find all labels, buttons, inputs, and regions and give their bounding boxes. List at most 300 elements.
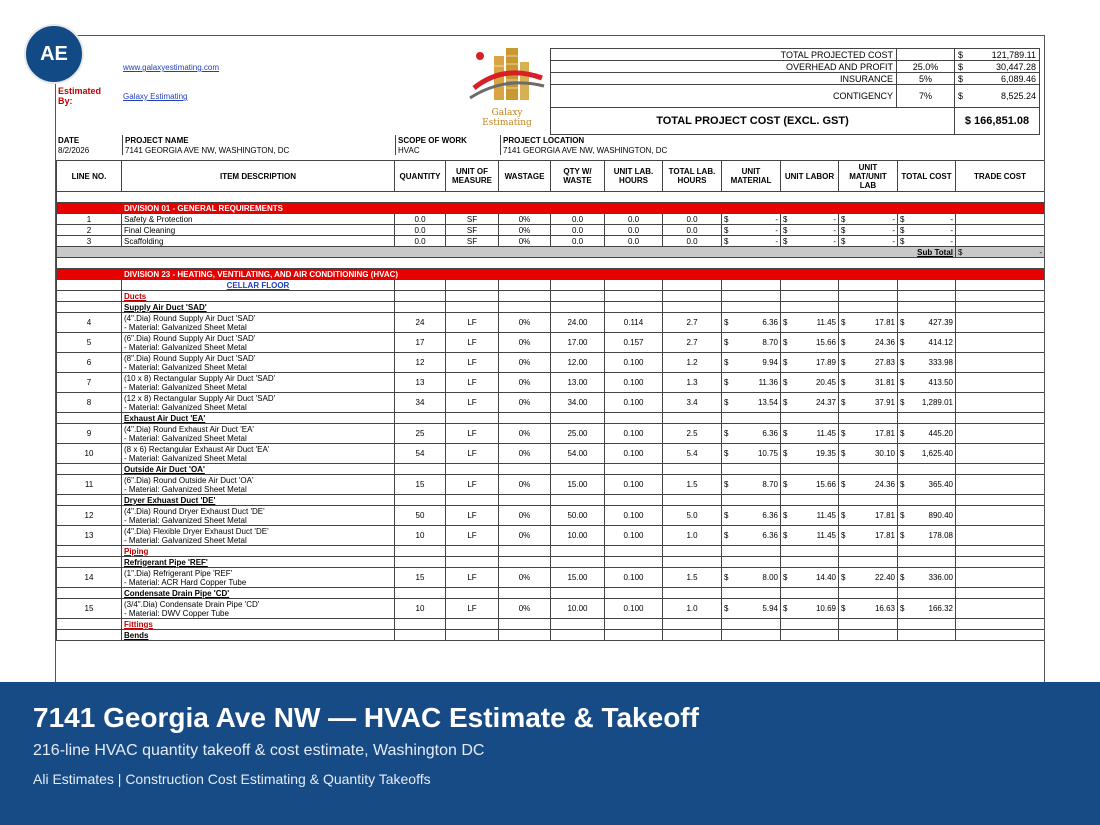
table-row [57,424,1045,444]
unit-labor: $ 15.66 [781,475,839,495]
line-no: 12 [57,506,122,526]
totals-cur: $ [958,61,964,72]
total-cost: $ 166.32 [898,599,956,619]
estimate-sheet [55,35,1045,687]
unit-of-measure: LF [446,506,499,526]
col-header: TOTAL COST [898,161,956,192]
unit-material: $ 6.36 [722,526,781,546]
money-value: 166.32 [928,604,953,613]
unit-of-measure: LF [446,568,499,588]
subcategory-row [57,588,1045,599]
money-value: 13.54 [757,398,778,407]
grand-total-label: TOTAL PROJECT COST (EXCL. GST) [551,108,955,135]
unit-material: $ - [722,214,781,225]
total-lab-hours: 1.2 [663,353,722,373]
unit-material: $ 6.36 [722,424,781,444]
money-value: 14.40 [815,573,836,582]
wastage: 0% [499,599,551,619]
unit-material: $ 8.00 [722,568,781,588]
unit-material: $ 11.36 [722,373,781,393]
estimate-table [56,160,1045,641]
col-header: ITEM DESCRIPTION [122,161,395,192]
unit-lab-hours: 0.114 [605,313,663,333]
totals-label: OVERHEAD AND PROFIT [551,61,897,73]
money-value: 22.40 [874,573,895,582]
col-header: TRADE COST [956,161,1045,192]
money-value: - [775,236,778,246]
line-no: 7 [57,373,122,393]
item-material-line: - Material: Galvanized Sheet Metal [124,453,247,463]
line-no: 6 [57,353,122,373]
total-lab-hours: 1.5 [663,568,722,588]
wastage: 0% [499,353,551,373]
unit-material: $ 6.36 [722,506,781,526]
money-value: 15.66 [815,338,836,347]
unit-lab-hours: 0.100 [605,506,663,526]
unit-lab-hours: 0.157 [605,333,663,353]
quantity: 54 [395,444,446,464]
money-value: 17.81 [874,531,895,540]
col-header: UNIT LAB. HOURS [605,161,663,192]
unit-lab-hours: 0.100 [605,568,663,588]
table-row [57,506,1045,526]
category-row [57,546,1045,557]
money-value: - [892,225,895,235]
unit-mat-lab: $ 17.81 [839,313,898,333]
unit-lab-hours: 0.100 [605,475,663,495]
avatar: AE [24,24,84,84]
money-value: - [775,214,778,224]
unit-lab-hours: 0.0 [605,236,663,247]
money-value: 24.36 [874,338,895,347]
money-value: - [950,236,953,246]
quantity: 15 [395,568,446,588]
money-value: 178.08 [928,531,953,540]
unit-of-measure: LF [446,373,499,393]
total-lab-hours: 3.4 [663,393,722,413]
section-label: Refrigerant Pipe 'REF' [122,557,395,568]
unit-of-measure: LF [446,353,499,373]
money-value: 20.45 [815,378,836,387]
item-material-line: - Material: Galvanized Sheet Metal [124,382,247,392]
money-value: 16.63 [874,604,895,613]
item-material-line: - Material: Galvanized Sheet Metal [124,535,247,545]
wastage: 0% [499,506,551,526]
totals-row [551,85,1040,108]
section-label: Dryer Exhuast Duct 'DE' [122,495,395,506]
unit-of-measure: LF [446,313,499,333]
line-no: 2 [57,225,122,236]
division-title: DIVISION 01 - GENERAL REQUIREMENTS [122,203,1045,214]
item-description [122,353,395,373]
item-material-line: - Material: ACR Hard Copper Tube [124,577,247,587]
totals-amount: 121,789.11 [991,49,1036,60]
total-cost: $ 365.40 [898,475,956,495]
item-desc-line: (3/4".Dia) Condensate Drain Pipe 'CD' [124,599,260,609]
money-value: 6.36 [762,511,778,520]
qty-with-waste: 17.00 [551,333,605,353]
money-value: 8.00 [762,573,778,582]
col-header: UNIT MATERIAL [722,161,781,192]
wastage: 0% [499,333,551,353]
money-value: 11.45 [816,429,836,438]
unit-material: $ - [722,225,781,236]
floor-row [57,280,1045,291]
table-row [57,214,1045,225]
quantity: 25 [395,424,446,444]
location-value: 7141 GEORGIA AVE NW, WASHINGTON, DC [501,145,1045,155]
line-no: 13 [57,526,122,546]
unit-lab-hours: 0.100 [605,373,663,393]
totals-label: CONTIGENCY [551,85,897,108]
section-label: Condensate Drain Pipe 'CD' [122,588,395,599]
total-cost: $ 333.98 [898,353,956,373]
wastage: 0% [499,313,551,333]
money-value: 1,289.01 [921,398,953,407]
qty-with-waste: 10.00 [551,599,605,619]
unit-lab-hours: 0.100 [605,599,663,619]
division-01-header [57,203,1045,214]
unit-labor: $ - [781,214,839,225]
qty-with-waste: 12.00 [551,353,605,373]
unit-mat-lab: $ 30.10 [839,444,898,464]
unit-lab-hours: 0.100 [605,444,663,464]
banner-title: 7141 Georgia Ave NW — HVAC Estimate & Takeoff [33,702,699,733]
total-lab-hours: 2.7 [663,333,722,353]
money-value: 6.36 [762,531,778,540]
line-no: 15 [57,599,122,619]
item-material-line: - Material: Galvanized Sheet Metal [124,362,247,372]
unit-lab-hours: 0.100 [605,424,663,444]
table-row [57,475,1045,495]
quantity: 0.0 [395,214,446,225]
unit-labor: $ 20.45 [781,373,839,393]
unit-material: $ 10.75 [722,444,781,464]
unit-material: $ 8.70 [722,475,781,495]
quantity: 0.0 [395,236,446,247]
money-value: 24.36 [874,480,895,489]
item-description [122,599,395,619]
estimator-link[interactable]: Galaxy Estimating [123,92,188,101]
money-value: 30.10 [874,449,895,458]
money-value: 1,625.40 [921,449,953,458]
qty-with-waste: 0.0 [551,225,605,236]
col-header: QUANTITY [395,161,446,192]
unit-of-measure: SF [446,225,499,236]
unit-of-measure: LF [446,333,499,353]
unit-mat-lab: $ - [839,225,898,236]
unit-mat-lab: $ - [839,214,898,225]
money-value: - [892,236,895,246]
qty-with-waste: 25.00 [551,424,605,444]
total-lab-hours: 2.7 [663,313,722,333]
money-value: 8.70 [762,338,778,347]
unit-mat-lab: $ 22.40 [839,568,898,588]
totals-cur: $ [958,91,964,101]
unit-lab-hours: 0.100 [605,353,663,373]
money-value: 17.89 [815,358,836,367]
unit-labor: $ 14.40 [781,568,839,588]
totals-label: INSURANCE [551,73,897,85]
table-row [57,568,1045,588]
money-value: 6.36 [762,429,778,438]
unit-of-measure: LF [446,424,499,444]
col-header: WASTAGE [499,161,551,192]
totals-row [551,73,1040,85]
item-desc-line: (4".Dia) Round Supply Air Duct 'SAD' [124,313,256,323]
money-value: 445.20 [928,429,953,438]
unit-mat-lab: $ 37.91 [839,393,898,413]
unit-mat-lab: $ 17.81 [839,424,898,444]
quantity: 13 [395,373,446,393]
unit-labor: $ 17.89 [781,353,839,373]
unit-labor: $ - [781,225,839,236]
money-value: 10.69 [815,604,836,613]
caption-banner [0,682,1100,825]
money-value: - [833,236,836,246]
quantity: 15 [395,475,446,495]
item-description [122,506,395,526]
section-label: Bends [122,630,395,641]
item-description [122,373,395,393]
date-value: 8/2/2026 [58,145,90,155]
banner-subtitle: 216-line HVAC quantity takeoff & cost estimate, Washington DC [33,742,485,759]
item-desc-line: (6".Dia) Round Outside Air Duct 'OA' [124,475,254,485]
unit-lab-hours: 0.0 [605,214,663,225]
table-row [57,599,1045,619]
date-label: DATE [58,135,80,145]
table-row [57,353,1045,373]
subcategory-row [57,630,1045,641]
item-description: Final Cleaning [122,225,395,236]
money-value: 413.50 [928,378,953,387]
section-label: Supply Air Duct 'SAD' [122,302,395,313]
unit-of-measure: LF [446,599,499,619]
unit-lab-hours: 0.0 [605,225,663,236]
money-value: - [950,225,953,235]
money-value: 6.36 [762,318,778,327]
total-cost: $ 445.20 [898,424,956,444]
qty-with-waste: 50.00 [551,506,605,526]
line-no: 3 [57,236,122,247]
unit-labor: $ 19.35 [781,444,839,464]
col-header: UNIT OF MEASURE [446,161,499,192]
item-description [122,475,395,495]
quantity: 50 [395,506,446,526]
unit-labor: $ 11.45 [781,506,839,526]
item-material-line: - Material: DWV Copper Tube [124,608,229,618]
unit-of-measure: LF [446,475,499,495]
quantity: 17 [395,333,446,353]
wastage: 0% [499,424,551,444]
money-value: 24.37 [815,398,836,407]
table-row [57,333,1045,353]
wastage: 0% [499,225,551,236]
item-desc-line: (12 x 8) Rectangular Supply Air Duct 'SAD' [124,393,276,403]
category-row [57,619,1045,630]
table-header [57,161,1045,192]
money-value: 8.70 [762,480,778,489]
qty-with-waste: 54.00 [551,444,605,464]
unit-mat-lab: $ 16.63 [839,599,898,619]
money-value: 17.81 [874,429,895,438]
total-cost: $ 413.50 [898,373,956,393]
unit-mat-lab: $ 31.81 [839,373,898,393]
table-row [57,526,1045,546]
quantity: 12 [395,353,446,373]
line-no: 1 [57,214,122,225]
item-material-line: - Material: Galvanized Sheet Metal [124,515,247,525]
money-value: 31.81 [874,378,895,387]
table-row [57,373,1045,393]
item-desc-line: (4".Dia) Flexible Dryer Exhaust Duct 'DE' [124,526,269,536]
total-cost: $ 414.12 [898,333,956,353]
money-value: 37.91 [874,398,895,407]
total-lab-hours: 0.0 [663,225,722,236]
col-header: QTY W/ WASTE [551,161,605,192]
money-value: 10.75 [757,449,778,458]
total-lab-hours: 2.5 [663,424,722,444]
money-value: - [892,214,895,224]
money-value: 414.12 [928,338,953,347]
money-value: - [833,214,836,224]
item-material-line: - Material: Galvanized Sheet Metal [124,484,247,494]
totals-row [551,61,1040,73]
location-label: PROJECT LOCATION [501,135,1045,145]
wastage: 0% [499,568,551,588]
totals-pct [897,49,955,61]
table-row [57,444,1045,464]
money-value: 17.81 [874,511,895,520]
unit-mat-lab: $ 27.83 [839,353,898,373]
section-label: Piping [122,546,395,557]
total-cost: $ 1,289.01 [898,393,956,413]
item-material-line: - Material: Galvanized Sheet Metal [124,342,247,352]
line-no: 10 [57,444,122,464]
line-no: 8 [57,393,122,413]
wastage: 0% [499,444,551,464]
quantity: 0.0 [395,225,446,236]
grand-total-amount: $ 166,851.08 [955,108,1040,135]
item-material-line: - Material: Galvanized Sheet Metal [124,402,247,412]
total-lab-hours: 1.0 [663,599,722,619]
section-label: Fittings [122,619,395,630]
money-value: - [950,214,953,224]
subtotal-cur: $ [958,247,963,257]
total-cost: $ 890.40 [898,506,956,526]
total-cost: $ 336.00 [898,568,956,588]
scope-label: SCOPE OF WORK [396,135,501,145]
subtotal-row [57,247,1045,258]
project-name-value: 7141 GEORGIA AVE NW, WASHINGTON, DC [123,145,396,155]
item-desc-line: (10 x 8) Rectangular Supply Air Duct 'SAD' [124,373,276,383]
subcategory-row [57,557,1045,568]
unit-of-measure: LF [446,444,499,464]
project-info [56,135,1044,155]
unit-labor: $ 10.69 [781,599,839,619]
unit-material: $ 13.54 [722,393,781,413]
item-description: Safety & Protection [122,214,395,225]
project-name-label: PROJECT NAME [123,135,396,145]
money-value: 5.94 [762,604,778,613]
quantity: 10 [395,599,446,619]
col-header: UNIT LABOR [781,161,839,192]
col-header: UNIT MAT/UNIT LAB [839,161,898,192]
qty-with-waste: 0.0 [551,214,605,225]
subcategory-row [57,413,1045,424]
unit-of-measure: LF [446,393,499,413]
money-value: 11.45 [816,531,836,540]
division-title: DIVISION 23 - HEATING, VENTILATING, AND AIR CONDITIONING (HVAC) [122,269,1045,280]
scope-value: HVAC [396,145,501,155]
qty-with-waste: 13.00 [551,373,605,393]
line-no: 11 [57,475,122,495]
subtotal-value: - [1039,247,1042,257]
total-cost: $ - [898,214,956,225]
unit-material: $ 9.94 [722,353,781,373]
unit-labor: $ - [781,236,839,247]
unit-mat-lab: $ 17.81 [839,526,898,546]
unit-mat-lab: $ 24.36 [839,333,898,353]
website-link[interactable]: www.galaxyestimating.com [123,63,220,72]
wastage: 0% [499,214,551,225]
total-lab-hours: 1.5 [663,475,722,495]
item-description [122,424,395,444]
total-lab-hours: 0.0 [663,214,722,225]
table-row [57,393,1045,413]
money-value: 17.81 [874,318,895,327]
money-value: 427.39 [928,318,953,327]
item-material-line: - Material: Galvanized Sheet Metal [124,322,247,332]
total-cost: $ 427.39 [898,313,956,333]
money-value: 15.66 [815,480,836,489]
total-lab-hours: 1.3 [663,373,722,393]
section-label: Ducts [122,291,395,302]
wastage: 0% [499,236,551,247]
money-value: - [833,225,836,235]
unit-labor: $ 11.45 [781,526,839,546]
totals-table [550,48,1040,135]
item-description [122,393,395,413]
money-value: 19.35 [815,449,836,458]
col-header: TOTAL LAB. HOURS [663,161,722,192]
unit-labor: $ 24.37 [781,393,839,413]
totals-pct: 7% [897,85,955,108]
unit-lab-hours: 0.100 [605,526,663,546]
unit-labor: $ 11.45 [781,424,839,444]
money-value: 890.40 [928,511,953,520]
grand-total-row [551,108,1040,135]
unit-mat-lab: $ 17.81 [839,506,898,526]
item-description [122,444,395,464]
table-row [57,236,1045,247]
line-no: 14 [57,568,122,588]
line-no: 9 [57,424,122,444]
money-value: 333.98 [928,358,953,367]
unit-material: $ 6.36 [722,313,781,333]
unit-labor: $ 11.45 [781,313,839,333]
qty-with-waste: 15.00 [551,475,605,495]
line-no: 5 [57,333,122,353]
quantity: 10 [395,526,446,546]
money-value: 11.36 [758,378,778,387]
totals-label: TOTAL PROJECTED COST [551,49,897,61]
totals-cur: $ [958,49,964,60]
subcategory-row [57,302,1045,313]
wastage: 0% [499,526,551,546]
unit-material: $ - [722,236,781,247]
total-lab-hours: 5.0 [663,506,722,526]
